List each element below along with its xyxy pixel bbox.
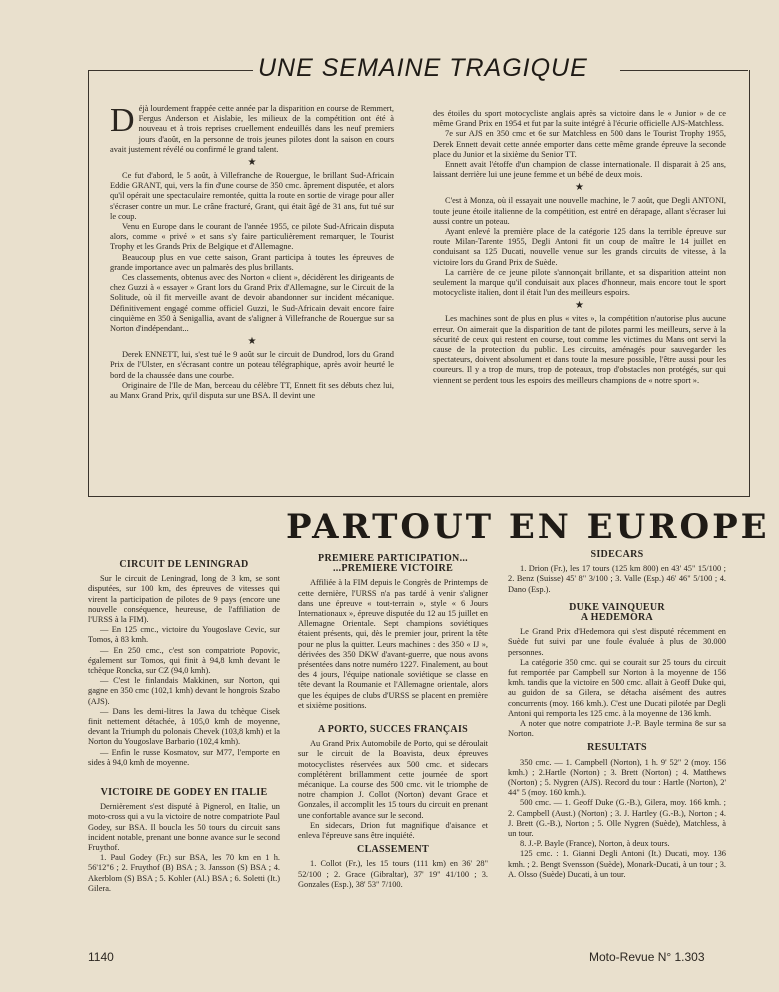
news-paragraph: 125 cmc. : 1. Gianni Degli Antoni (It.) Ducati, moy. 136 kmh. ; 2. Bengt Svensson (Suède), Monark-Ducati, à un tour ; 3. A. Olsso (Suède) Ducati, à un tour.: [508, 849, 726, 879]
section-title: PARTOUT EN EUROPE: [286, 507, 770, 547]
news-heading: A HEDEMORA: [580, 612, 654, 624]
article-paragraph: Originaire de l'Ile de Man, berceau du célèbre TT, Ennett fit ses débuts chez lui, au Manx Grand Prix, qu'il disputa sur une BSA. Il devint une: [110, 380, 394, 401]
news-heading: SIDECARS: [590, 549, 644, 560]
news-paragraph: 350 cmc. — 1. Campbell (Norton), 1 h. 9' 52" 2 (moy. 156 kmh.) ; 2.Hartle (Norton) ; 3. Brett (Norton) ; 4. Matthews (Norton) ; 5. Nygren (AJS). Record du tour : Hartle (Norton), 2' 44" 5 (moy. 160 kmh.).: [508, 757, 726, 798]
news-paragraph: 500 cmc. — 1. Geoff Duke (G.-B.), Gilera, moy. 166 kmh. ; 2. Campbell (Aust.) (Norton) ; 3. J. Hartley (G.-B.), Norton ; 4. J. Brett (G.-B.), Norton ; 5. Olle Nygren (Suède), Matchless, à un tour.: [508, 798, 726, 839]
article-paragraph: Ennett avait l'étoffe d'un champion de classe internationale. Il disparait à 25 ans, laissant derrière lui une jeune femme et un bébé de deux mois.: [433, 160, 726, 180]
news-paragraph: — En 125 cmc., victoire du Yougoslave Cevic, sur Tomos, à 83 kmh.: [88, 625, 280, 645]
article-paragraph: Ces classements, obtenus avec des Norton « client », décidèrent les dirigeants de chez Guzzi à « essayer » Grant lors du Grand Prix d'Allemagne, sur le Circuit de la Solitude, où il fit merveille avant de devoir abandonner sur incident mécanique. Définitivement engagé comme officiel Guzzi, le Sud-Africain devait encore faire cinquième en 350 à Senigallia, avant de s'aligner à Villefranche de Rouergue sur sa Norton d'indépendant...: [110, 273, 394, 334]
article-paragraph: des étoiles du sport motocycliste anglais après sa victoire dans le « Junior » de ce même Grand Prix en 1954 et fut par la suite intégré à l'écurie officielle AJS-Matchless.: [433, 109, 726, 129]
article-paragraph: Ayant enlevé la première place de la catégorie 125 dans la terrible épreuve sur route Milan-Tarente 1955, Degli Antoni fit un coup de maître le 14 juillet en conduisant sa 125 Ducati, nouvelle venue sur les grands circuits de vitesse, à la victoire lors du Grand Prix de Suède.: [433, 227, 726, 267]
article-paragraph: Beaucoup plus en vue cette saison, Grant participa à toutes les épreuves de grande importance avec un palmarès des plus brillants.: [110, 252, 394, 272]
article-paragraph: Déjà lourdement frappée cette année par la disparition en course de Remmert, Fergus Anderson et Aislabie, les milieux de la compétition ont été à nouveau et à trois reprises cruellement endeuillés dans les neuf premiers jours d'août, en la personne de trois jeunes pilotes dont la saison en cours avait justement révélé ou confirmé le grand talent.: [110, 102, 394, 154]
news-paragraph: 1. Drion (Fr.), les 17 tours (125 km 800) en 43' 45" 15/100 ; 2. Benz (Suisse) 45' 8" 3/100 ; 3. Valle (Esp.) 46' 46" 5/100 ; 4. Dano (Esp.).: [508, 564, 726, 594]
news-paragraph: Sur le circuit de Leningrad, long de 3 km, se sont disputées, sur 100 km, des épreuves de vitesses qui virent la participation de pilotes de 9 pays (encore une nouvelle conséquence, heureuse, de l'affiliation de l'URSS à la FIM).: [88, 574, 280, 625]
drop-cap: D: [110, 102, 135, 139]
news-heading: PREMIERE PARTICIPATION...: [318, 553, 468, 564]
star-separator: ★: [575, 182, 584, 194]
news-paragraph: Le Grand Prix d'Hedemora qui s'est disputé récemment en Suède fut suivi par une foule évaluée à plus de 30.000 personnes.: [508, 627, 726, 657]
news-paragraph: 8. J.-P. Bayle (France), Norton, à deux tours.: [520, 839, 670, 849]
news-heading: VICTOIRE DE GODEY EN ITALIE: [100, 787, 268, 799]
magazine-issue: Moto-Revue N° 1.303: [589, 950, 705, 964]
news-heading: A PORTO, SUCCES FRANÇAIS: [317, 724, 469, 736]
article-paragraph: Ce fut d'abord, le 5 août, à Villefranche de Rouergue, le brillant Sud-Africain Eddie GRANT, qui, vers la fin d'une course de 350 cmc. âprement disputée, et alors qu'il opérait une spectaculaire remontée, quitta la route en sortie de virage pour aller s'écraser contre un mur. Le crâne fracturé, Grant, qui était âgé de 31 ans, fut tué sur le coup.: [110, 171, 394, 221]
article-left-column: [110, 104, 394, 401]
news-heading: DUKE VAINQUEUR: [569, 601, 665, 613]
news-heading: RESULTATS: [587, 742, 647, 754]
star-separator: ★: [247, 336, 257, 348]
frame-rule-left: [88, 70, 253, 71]
news-heading: CIRCUIT DE LENINGRAD: [119, 559, 249, 570]
page-number: 1140: [88, 950, 114, 964]
news-paragraph: 1. Collot (Fr.), les 15 tours (111 km) en 36' 28" 52/100 ; 2. Grace (Gibraltar), 37' 19" 41/100 ; 3. Gonzales (Esp.), 38' 53" 7/100.: [298, 859, 488, 889]
news-paragraph: En sidecars, Drion fut magnifique d'aisance et enleva l'épreuve sans être inquiété.: [298, 820, 488, 841]
article-right-column: [433, 109, 726, 386]
news-column-3: [508, 546, 726, 880]
news-paragraph: La catégorie 350 cmc. qui se courait sur 25 tours du circuit fut remportée par Campbell sur Norton à la moyenne de 156 kmh. tandis que la victoire en 500 cmc. allait à Geoff Duke qui, au guidon de sa Gilera, se détacha aisément des autres concurrents (moy. 166 kmh.). C'est une Ducati pilotée par Degli Antoni qui remporta les 125 cmc. à la moyenne de 136 kmh.: [508, 657, 726, 718]
star-separator: ★: [575, 300, 584, 312]
article-headline: UNE SEMAINE TRAGIQUE: [258, 54, 588, 82]
article-paragraph: Derek ENNETT, lui, s'est tué le 9 août sur le circuit de Dundrod, lors du Grand Prix de l'Ulster, en s'écrasant contre un poteau télégraphique, après avoir heurté le bord de la chaussée dans une courbe.: [110, 350, 394, 380]
news-paragraph: A noter que notre compatriote J.-P. Bayle termina 8e sur sa Norton.: [508, 719, 726, 739]
news-paragraph: — En 250 cmc., c'est son compatriote Popovic, également sur Tomos, qui finit à 94,8 kmh devant le tchèque Roncka, sur CZ (94,0 kmh).: [88, 645, 280, 676]
news-paragraph: Dernièrement s'est disputé à Pignerol, en Italie, un moto-cross qui a vu la victoire de notre compatriote Paul Godey, sur BSA. Il boucla les 50 tours du circuit sans incident notable, prenant une bonne avance sur le second Fruythof.: [88, 802, 280, 853]
news-paragraph: Au Grand Prix Automobile de Porto, qui se déroulait sur le circuit de la Boavista, deux épreuves motocyclistes réservées aux 500 cmc. et sidecars complétèrent brillamment cette journée de sport mécanique. La course des 500 cmc. vit le triomphe de notre champion J. Collot (Norton) devant Grace et Gonzales, il accomplit les 15 tours du circuit en prenant une confortable avance sur le second.: [298, 739, 488, 820]
news-paragraph: — Dans les demi-litres la Jawa du tchèque Cisek finit nettement détachée, à 105,0 kmh de moyenne, devant la Triumph du polonais Chevek (103,8 kmh) et la Norton du Yougoslave Barbario (102,4 kmh).: [88, 706, 280, 747]
article-paragraph: La carrière de ce jeune pilote s'annonçait brillante, et sa disparition atteint non seulement la marque qu'il conduisait aux places d'honneur, mais encore tout le sport motocycliste italien, dont il était l'un des meilleurs espoirs.: [433, 267, 726, 298]
article-paragraph: Les machines sont de plus en plus « vites », la compétition n'autorise plus aucune erreur. On aimerait que la disparition de tant de pilotes parmi les meilleurs, serve à la sécurité de ceux qui restent en course, tout comme les victimes du Mans ont servi la cause de la protection du public. Les circuits, aménagés pour sauvegarder les spectateurs, doivent absolument et dans toute la mesure possible, l'être aussi pour les coureurs. Il y a trop de murs, trop de poteaux, trop d'obstacles non protégés, sur qui viennent se perdent tous les espoirs des meilleurs champions de « notre sport ».: [433, 314, 726, 385]
star-separator: ★: [247, 157, 257, 169]
news-paragraph: — C'est le finlandais Makkinen, sur Norton, qui gagne en 350 cmc (102,1 kmh) devant le hongrois Szabo (AJS).: [88, 676, 280, 706]
news-heading: CLASSEMENT: [357, 844, 429, 856]
frame-rule-right: [620, 70, 748, 71]
article-paragraph: Venu en Europe dans le courant de l'année 1955, ce pilote Sud-Africain disputa alors, comme « privé » et sans s'y faire particulièrement remarquer, le Tourist Trophy et les Grands Prix de Belgique et d'Allemagne.: [110, 222, 394, 252]
article-paragraph: C'est à Monza, où il essayait une nouvelle machine, le 7 août, que Degli ANTONI, toute jeune étoile italienne de la compétition, est entré en dérapage, allant s'écraser lui aussi contre un poteau.: [433, 196, 726, 226]
news-heading: ...PREMIERE VICTOIRE: [332, 563, 454, 575]
news-paragraph: Affiliée à la FIM depuis le Congrès de Printemps de cette dernière, l'URSS n'a pas tardé à venir s'aligner dans une épreuve « tout-terrain », style « 6 Jours Internationaux », épreuve disputée du 12 au 15 juillet en Allemagne Orientale. Sept champions soviétiques étaient présents, qui, dès le premier jour, prirent la tête pour ne plus la quitter. Leurs machines : des 350 « IJ », dérivées des 350 DKW d'avant-guerre, que nous avons présentées dans notre numéro 1227. Finalement, au bout des 4 jours, l'équipe nationale soviétique se classe en tête devant la Roumanie et l'Allemagne orientale, alors que les équipes de clubs d'URSS se placent en première et sixième positions.: [298, 578, 488, 710]
article-paragraph: 7e sur AJS en 350 cmc et 6e sur Matchless en 500 dans le Tourist Trophy 1955, Derek Ennett devait cette année emporter dans cette même grande épreuve la seconde place du Junior et la sixième du Senior TT.: [433, 129, 726, 159]
news-paragraph: — Enfin le russe Kosmatov, sur M77, l'emporte en sides à 94,0 kmh de moyenne.: [88, 747, 280, 767]
news-paragraph: 1. Paul Godey (Fr.) sur BSA, les 70 km en 1 h. 56'12"6 ; 2. Fruythof (B) BSA ; 3. Jansson (S) BSA ; 4. Akerblom (S) BSA ; 5. Kohler (Al.) BSA ; 6. Soletti (It.) Gilera.: [88, 853, 280, 893]
news-column-1: [88, 556, 280, 894]
news-column-2: [298, 550, 488, 890]
